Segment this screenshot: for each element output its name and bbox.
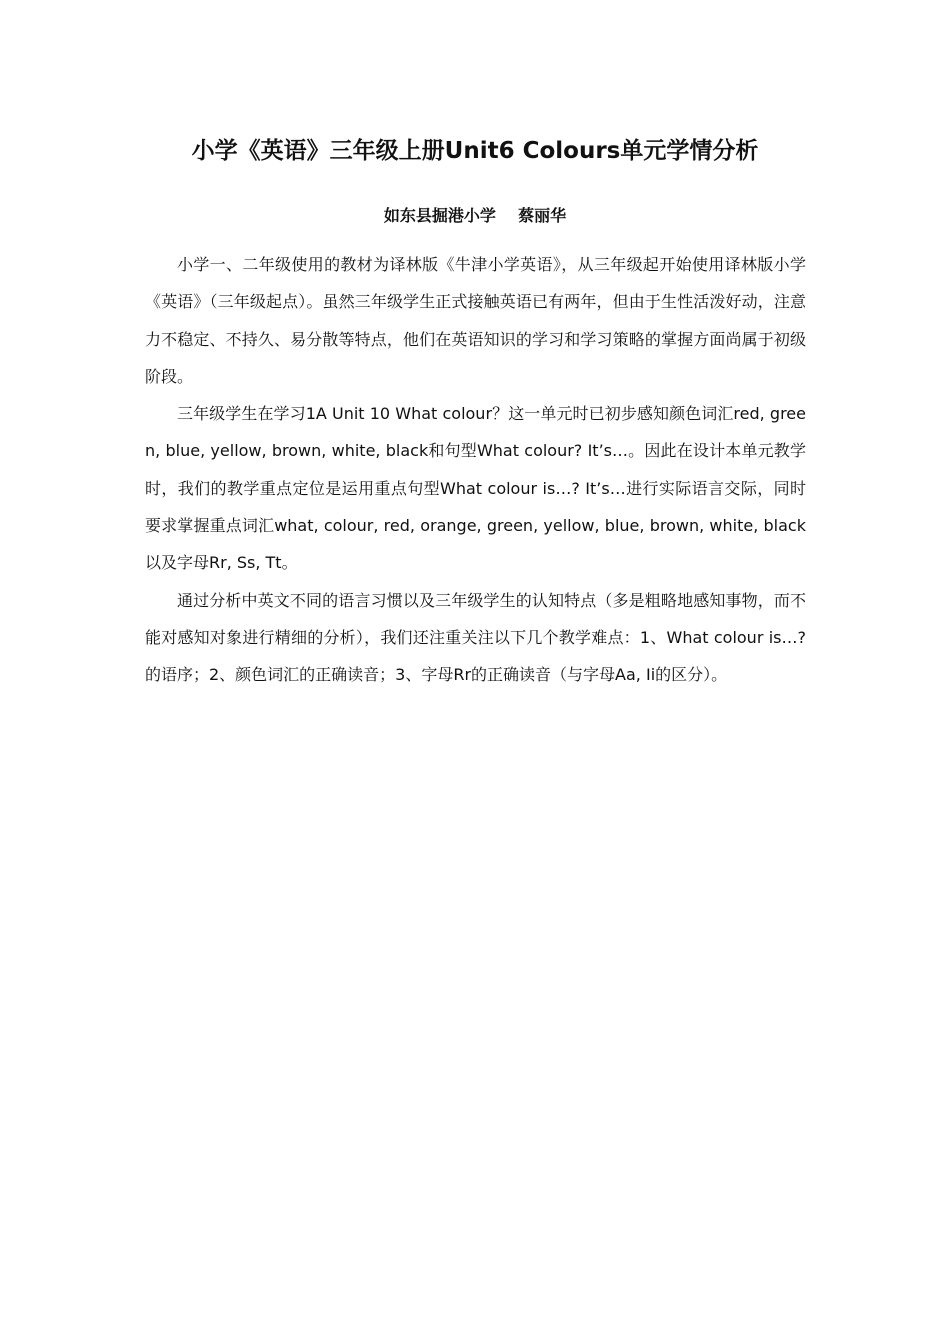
document-title: 小学《英语》三年级上册Unit6 Colours单元学情分析 (191, 138, 759, 164)
paragraph-2: 三年级学生在学习1A Unit 10 What colour？这一单元时已初步感知颜色词汇red, green, blue, yellow, brown, white, black和句型What colour? It’s…。因此在设计本单元教学时，我们的教学重点定位是运用重点句型What colour is…? It’s…进行实际语言交际，同时要求掌握重点词汇what, colour, red, orange, green, yellow, blue, brown, white, black以及字母Rr, Ss, Tt。 (145, 404, 806, 573)
paragraph-3: 通过分析中英文不同的语言习惯以及三年级学生的认知特点（多是粗略地感知事物，而不能对感知对象进行精细的分析），我们还注重关注以下几个教学难点：1、What colour is…? 的语序；2、颜色词汇的正确读音；3、字母Rr的正确读音（与字母Aa, Ii的区分）。 (145, 590, 806, 685)
document-body (145, 246, 806, 694)
paragraph-1: 小学一、二年级使用的教材为译林版《牛津小学英语》，从三年级起开始使用译林版小学《英语》（三年级起点）。虽然三年级学生正式接触英语已有两年，但由于生性活泼好动，注意力不稳定、不持久、易分散等特点，他们在英语知识的学习和学习策略的掌握方面尚属于初级阶段。 (145, 255, 806, 386)
author-line: 如东县掘港小学 蔡丽华 (383, 206, 567, 225)
